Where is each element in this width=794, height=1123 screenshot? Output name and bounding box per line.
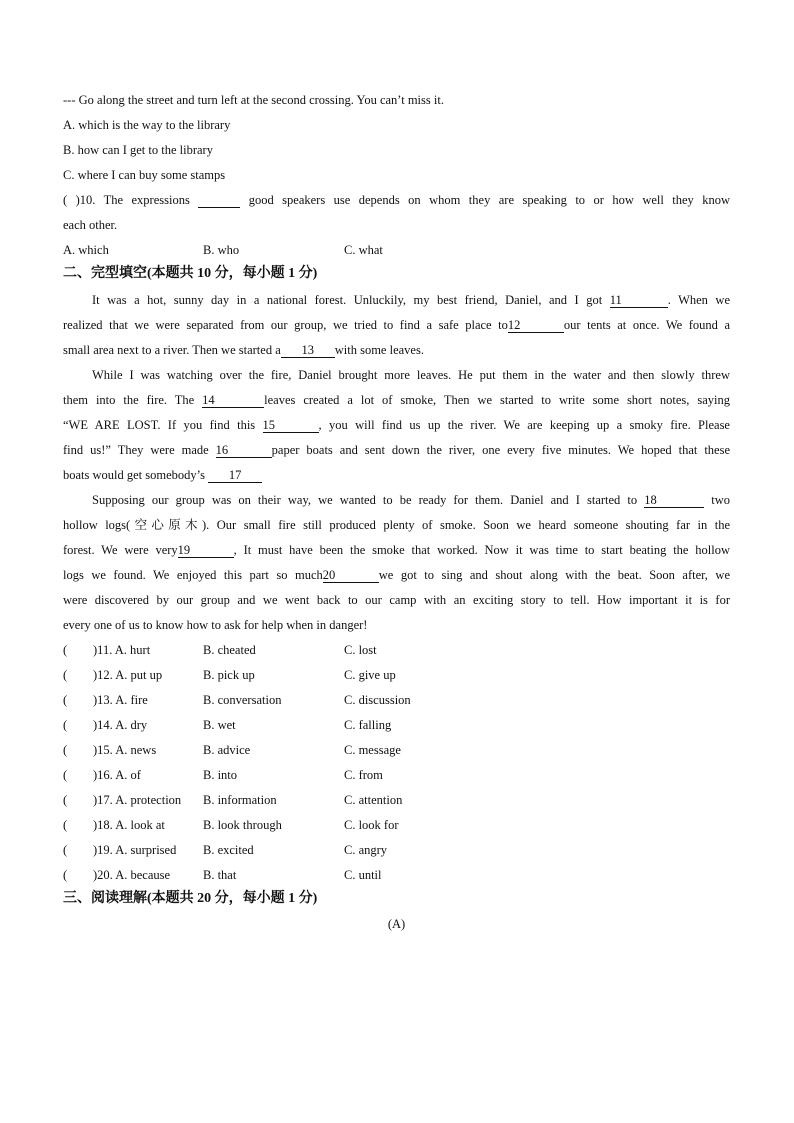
question-option-a: )20. A. because bbox=[93, 868, 171, 882]
question-option-a: )13. A. fire bbox=[93, 693, 148, 707]
blank-19: 19 bbox=[178, 544, 234, 558]
question-option-b: B. excited bbox=[203, 843, 254, 857]
answer-paren: ( bbox=[63, 843, 68, 857]
question-option-b: B. advice bbox=[203, 743, 251, 757]
answer-paren: ( bbox=[63, 793, 68, 807]
passage-line: While I was watching over the fire, Daniel brought more leaves. He put them in the water and then slowly threw bbox=[92, 368, 730, 382]
section-3-sub: (A) bbox=[387, 917, 406, 931]
passage-line: hollow logs(空心原木). Our small fire still produced plenty of smoke. Soon we heard someone shouting far in the bbox=[63, 518, 730, 532]
question-option-c: C. give up bbox=[344, 668, 396, 682]
passage-line: them into the fire. The 14 leaves created a lot of smoke, Then we started to write some short notes, saying bbox=[63, 393, 730, 407]
question-option-b: B. conversation bbox=[203, 693, 282, 707]
passage-line: boats would get somebody’s 17 bbox=[63, 467, 262, 483]
blank-14: 14 bbox=[202, 394, 264, 408]
question-option-c: C. lost bbox=[344, 643, 377, 657]
question-option-a: )14. A. dry bbox=[93, 718, 148, 732]
blank-17: 17 bbox=[208, 469, 262, 483]
question-option-c: C. attention bbox=[344, 793, 403, 807]
question-option-a: )15. A. news bbox=[93, 743, 157, 757]
question-option-c: C. look for bbox=[344, 818, 399, 832]
blank-20: 20 bbox=[323, 569, 379, 583]
question-option-a: )19. A. surprised bbox=[93, 843, 177, 857]
blank-12: 12 bbox=[508, 319, 564, 333]
question-number: 10. bbox=[79, 193, 96, 207]
answer-paren: ( bbox=[63, 643, 68, 657]
section-3-heading: 三、阅读理解(本题共 20 分，每小题 1 分) bbox=[63, 891, 318, 906]
passage-line: find us!” They were made 16 paper boats and sent down the river, one every five minutes. We hoped that these bbox=[63, 443, 730, 457]
answer-paren: ( bbox=[63, 768, 68, 782]
passage-line: were discovered by our group and we went back to our camp with an exciting story to tell. How important it is for bbox=[63, 593, 730, 607]
passage-line: forest. We were very19 , It must have been the smoke that worked. Now it was time to start beating the hollow bbox=[63, 543, 730, 557]
question-option-a: )12. A. put up bbox=[93, 668, 163, 682]
question-option-b: B. cheated bbox=[203, 643, 256, 657]
blank-16: 16 bbox=[216, 444, 272, 458]
passage-line: small area next to a river. Then we started a 13 with some leaves. bbox=[63, 343, 424, 357]
passage-line: It was a hot, sunny day in a national forest. Unluckily, my best friend, Daniel, and I got 11 . When we bbox=[92, 293, 730, 307]
question-option-b: B. wet bbox=[203, 718, 236, 732]
question-option-a: )16. A. of bbox=[93, 768, 141, 782]
passage-line: logs we found. We enjoyed this part so much20 we got to sing and shout along with the beat. Soon after, we bbox=[63, 568, 730, 582]
blank-15: 15 bbox=[263, 419, 319, 433]
question-option-b: B. into bbox=[203, 768, 238, 782]
answer-paren: ( bbox=[63, 868, 68, 882]
passage-line: every one of us to know how to ask for help when in danger! bbox=[63, 618, 368, 632]
answer-paren: ( bbox=[63, 668, 68, 682]
passage-line: realized that we were separated from our group, we tried to find a safe place to12 our tents at once. We found a bbox=[63, 318, 731, 332]
q9-option-c: C. where I can buy some stamps bbox=[63, 168, 226, 182]
question-option-a: )18. A. look at bbox=[93, 818, 165, 832]
answer-paren: ( bbox=[63, 718, 68, 732]
question-option-c: C. from bbox=[344, 768, 383, 782]
blank-11: 11 bbox=[610, 294, 668, 308]
blank-13: 13 bbox=[281, 344, 335, 358]
passage-line: Supposing our group was on their way, we wanted to be ready for them. Daniel and I started to 18 two bbox=[92, 493, 731, 507]
question-option-b: B. information bbox=[203, 793, 277, 807]
answer-paren: ( bbox=[63, 693, 68, 707]
question-option-a: )17. A. protection bbox=[93, 793, 182, 807]
answer-paren: ( ) bbox=[63, 193, 80, 207]
question-option-b: B. that bbox=[203, 868, 237, 882]
blank-18: 18 bbox=[644, 494, 704, 508]
question-option-b: B. pick up bbox=[203, 668, 255, 682]
q9-reply: --- Go along the street and turn left at the second crossing. You can’t miss it. bbox=[63, 93, 444, 107]
q9-option-a: A. which is the way to the library bbox=[63, 118, 231, 132]
q10-stem-cont: each other. bbox=[63, 218, 118, 232]
question-option-c: C. falling bbox=[344, 718, 392, 732]
question-option-b: B. look through bbox=[203, 818, 282, 832]
answer-blank bbox=[198, 194, 240, 208]
section-2-heading: 二、完型填空(本题共 10 分，每小题 1 分) bbox=[63, 266, 318, 281]
question-option-c: C. message bbox=[344, 743, 401, 757]
answer-paren: ( bbox=[63, 818, 68, 832]
question-option-a: )11. A. hurt bbox=[93, 643, 151, 657]
question-option-c: C. angry bbox=[344, 843, 388, 857]
passage-line: “WE ARE LOST. If you find this 15 , you will find us up the river. We are keeping up a smoky fire. Please bbox=[63, 418, 730, 432]
question-option-c: C. until bbox=[344, 868, 382, 882]
question-option-c: C. discussion bbox=[344, 693, 411, 707]
q9-option-b: B. how can I get to the library bbox=[63, 143, 213, 157]
answer-paren: ( bbox=[63, 743, 68, 757]
q10-stem: ( )10. The expressions good speakers use depends on whom they are speaking to or how well they know bbox=[63, 193, 731, 207]
